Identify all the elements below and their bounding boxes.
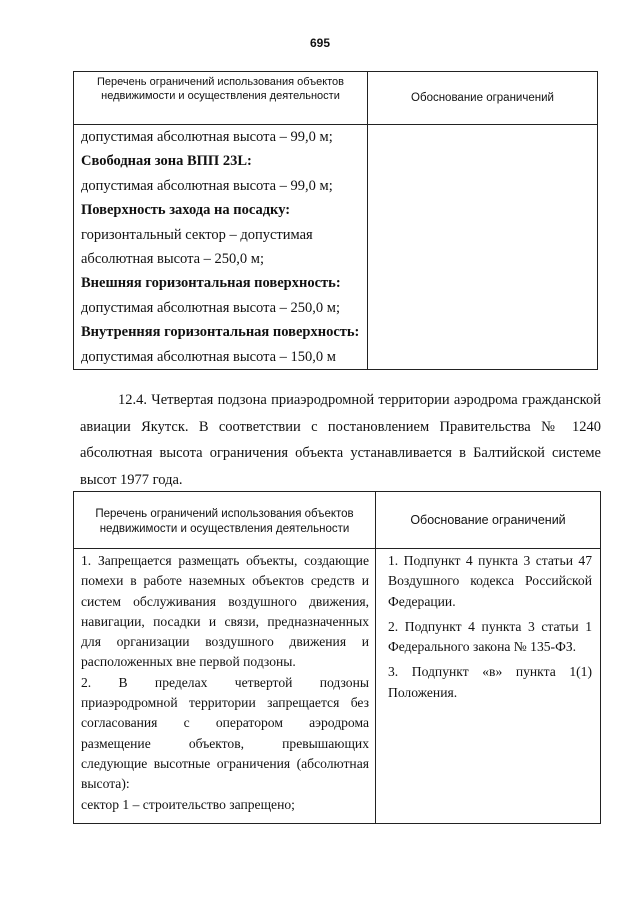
restrictions-cell bbox=[74, 549, 376, 824]
restriction-line: допустимая абсолютная высота – 250,0 м; bbox=[81, 299, 340, 316]
header-restrictions-list: Перечень ограничений использования объектов недвижимости и осуществления деятельности bbox=[74, 492, 376, 549]
section-paragraph bbox=[80, 387, 601, 493]
restriction-item-1: 1. Запрещается размещать объекты, создающие помехи в работе наземных объектов средств и систем обслуживания воздушного движения, навигации, посадки и связи, предназначенных для организации воздушного движения и расположенных вне первой подзоны. bbox=[81, 553, 369, 670]
restriction-line: допустимая абсолютная высота – 150,0 м bbox=[81, 348, 336, 365]
restrictions-cell bbox=[74, 125, 368, 370]
justification-item-3: 3. Подпункт «в» пункта 1(1) Положения. bbox=[388, 664, 592, 700]
restriction-sector-1: сектор 1 – строительство запрещено; bbox=[81, 796, 295, 812]
justification-item-1: 1. Подпункт 4 пункта 3 статьи 47 Воздушного кодекса Российской Федерации. bbox=[388, 553, 592, 609]
restriction-line: абсолютная высота – 250,0 м; bbox=[81, 250, 264, 267]
table-header-row bbox=[74, 72, 598, 125]
restriction-line: допустимая абсолютная высота – 99,0 м; bbox=[81, 177, 333, 194]
justification-cell-empty bbox=[368, 125, 598, 370]
justification-cell bbox=[376, 549, 601, 824]
fourth-subzone-table bbox=[73, 491, 601, 824]
zone-heading: Свободная зона ВПП 23L: bbox=[81, 153, 252, 170]
zone-heading: Внутренняя горизонтальная поверхность: bbox=[81, 324, 360, 341]
header-justification: Обоснование ограничений bbox=[376, 492, 601, 549]
zone-heading: Внешняя горизонтальная поверхность: bbox=[81, 275, 341, 292]
paragraph-text: 12.4. Четвертая подзона приаэродромной территории аэродрома гражданской авиации Якутск. В соответствии с постановлением Правительства № 1240 абсолютная высота ограничения объекта устанавливается в Балтийской системе высот 1977 года. bbox=[80, 392, 601, 488]
table-row bbox=[74, 125, 598, 370]
table-header-row bbox=[74, 492, 601, 549]
header-restrictions-list: Перечень ограничений использования объектов недвижимости и осуществления деятельности bbox=[74, 72, 368, 125]
restriction-line: допустимая абсолютная высота – 99,0 м; bbox=[81, 129, 333, 145]
restriction-item-2: 2. В пределах четвертой подзоны приаэродромной территории запрещается без согласования с оператором аэродрома размещение объектов, превышающих следующие высотные ограничения (абсолютная высота): bbox=[81, 674, 369, 792]
restriction-line: горизонтальный сектор – допустимая bbox=[81, 226, 313, 243]
page-number: 695 bbox=[309, 36, 331, 50]
zone-heading: Поверхность захода на посадку: bbox=[81, 202, 291, 219]
header-justification: Обоснование ограничений bbox=[368, 72, 598, 125]
justification-item-2: 2. Подпункт 4 пункта 3 статьи 1 Федерального закона № 135-ФЗ. bbox=[388, 618, 592, 655]
table-row bbox=[74, 549, 601, 824]
restrictions-table-continued bbox=[73, 71, 598, 370]
